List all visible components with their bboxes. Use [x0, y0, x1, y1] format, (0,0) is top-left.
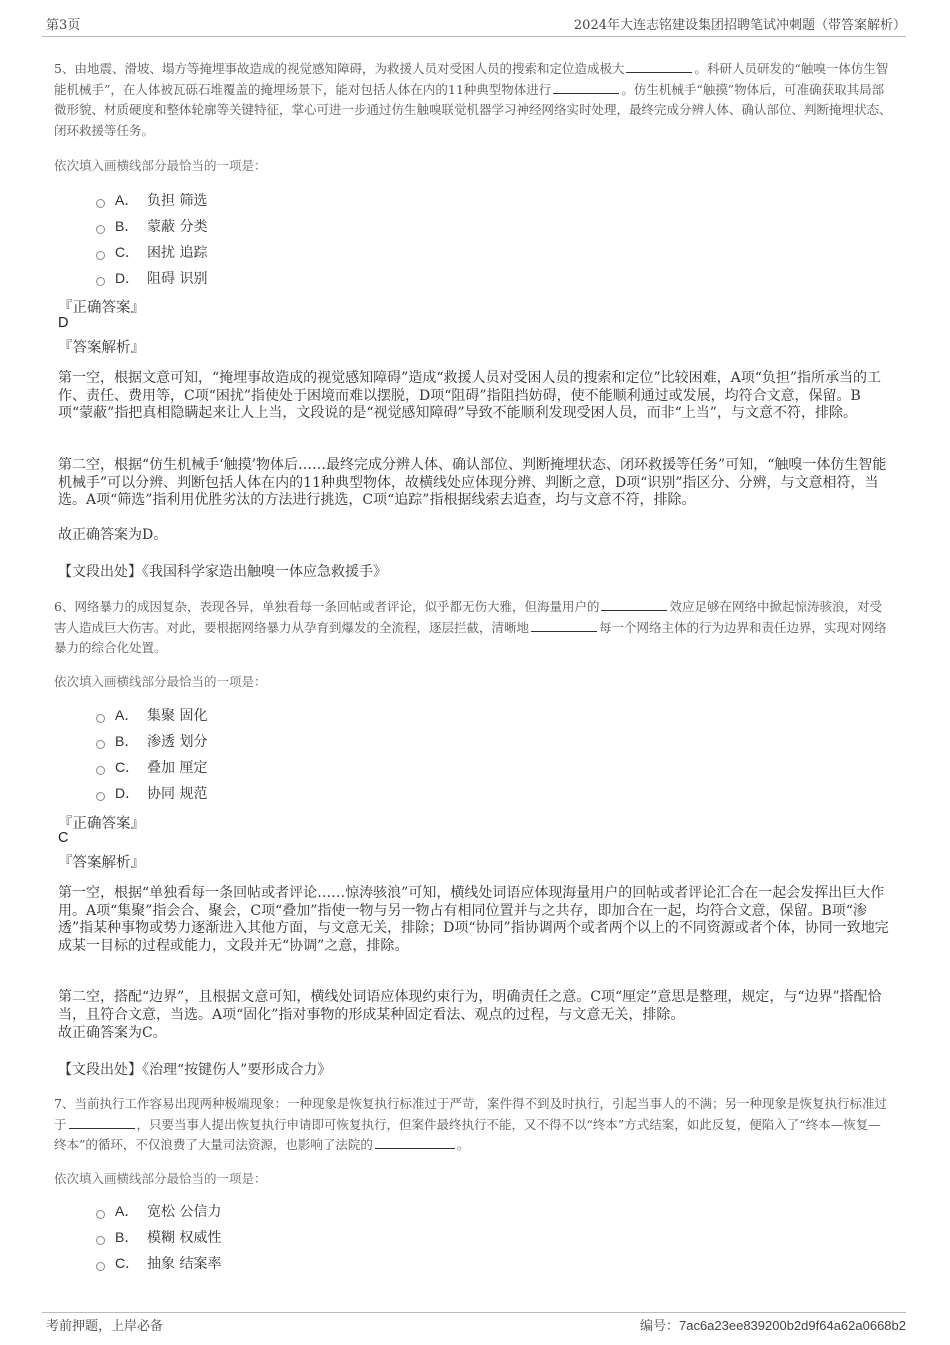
- option-d[interactable]: D． 协同 规范: [96, 780, 207, 806]
- option-c[interactable]: C． 困扰 追踪: [96, 239, 207, 265]
- option-c[interactable]: C． 叠加 厘定: [96, 754, 207, 780]
- question-6-options: [96, 702, 207, 806]
- analysis-conclusion: 故正确答案为D。: [58, 527, 168, 543]
- correct-answer: C: [58, 830, 69, 846]
- radio-icon[interactable]: [96, 277, 105, 286]
- option-a[interactable]: A． 集聚 固化: [96, 702, 207, 728]
- option-b[interactable]: B． 模糊 权威性: [96, 1224, 221, 1250]
- blank: [601, 598, 667, 611]
- option-c[interactable]: C． 抽象 结案率: [96, 1250, 221, 1276]
- option-b[interactable]: B． 蒙蔽 分类: [96, 213, 207, 239]
- radio-icon[interactable]: [96, 225, 105, 234]
- radio-icon[interactable]: [96, 1236, 105, 1245]
- analysis-conclusion: 故正确答案为C。: [58, 1025, 167, 1041]
- footer-slogan: 考前押题，上岸必备: [46, 1319, 164, 1334]
- analysis-paragraph: 第二空，搭配“边界”，且根据文意可知，横线处词语应体现约束行为，明确责任之意。C项“厘定”意思是整理，规定，与“边界”搭配恰当，且符合文意，当选。A项“固化”指对事物的形成某种固定看法、观点的过程，与文意无关，排除。: [58, 989, 882, 1023]
- document-title: 2024年大连志铭建设集团招聘笔试冲刺题（带答案解析）: [573, 18, 906, 33]
- blank: [531, 619, 597, 632]
- option-d[interactable]: D． 阻碍 识别: [96, 265, 207, 291]
- analysis-paragraph: 第一空，根据“单独看每一条回帖或者评论……惊涛骇浪”可知，横线处词语应体现海量用户的回帖或者评论汇合在一起会发挥出巨大作用。A项“集聚”指会合、聚会，C项“叠加”指使一物与另一物占有相同位置并与之共存，即加合在一起，均符合文意，保留。B项“渗透”指某种事物或势力逐渐进入其他方面，与文意无关，排除；D项“协同”指协调两个或者两个以上的不同资源或者个体，协同一致地完成某一目标的过程或能力，文段并无“协调”之意，排除。: [58, 885, 889, 954]
- radio-icon[interactable]: [96, 1210, 105, 1219]
- option-a[interactable]: A． 宽松 公信力: [96, 1198, 221, 1224]
- answer-label: 『正确答案』: [58, 816, 145, 832]
- radio-icon[interactable]: [96, 792, 105, 801]
- question-7-options: [96, 1198, 221, 1276]
- answer-label: 『正确答案』: [58, 300, 145, 316]
- page-number: 第3页: [46, 18, 81, 33]
- source-citation: 【文段出处】《治理“按键伤人”要形成合力》: [58, 1062, 332, 1078]
- analysis-label: 『答案解析』: [58, 340, 145, 356]
- radio-icon[interactable]: [96, 740, 105, 749]
- question-instruction: 依次填入画横线部分最恰当的一项是：: [54, 1171, 267, 1186]
- radio-icon[interactable]: [96, 1262, 105, 1271]
- blank: [375, 1136, 455, 1149]
- question-5-stem: 5、由地震、滑坡、塌方等掩埋事故造成的视觉感知障碍，为救援人员对受困人员的搜索和定位造成极大 。科研人员研发的“触嗅一体仿生智能机械手”，在人体被瓦砾石堆覆盖的掩埋场景下，能对包括人体在内的11种典型物体进行 。仿生机械手“触摸”物体后，可准确获取其局部微形貌、材质硬度和整体轮廓等关键特征，掌心可进一步通过仿生触嗅联觉机器学习神经网络实时处理，最终完成分辨人体、确认部位、判断掩埋状态、闭环救援等任务。: [54, 61, 892, 138]
- page-header: [42, 0, 906, 37]
- radio-icon[interactable]: [96, 714, 105, 723]
- page-footer: [42, 1312, 906, 1345]
- analysis-paragraph: 第二空，根据“仿生机械手‘触摸’物体后……最终完成分辨人体、确认部位、判断掩埋状态、闭环救援等任务”可知，“触嗅一体仿生智能机械手”可以分辨、判断包括人体在内的11种典型物体，故横线处应体现分辨、判断之意，D项“识别”指区分、分辨，与文意相符，当选。A项“筛选”指利用优胜劣汰的方法进行挑选，C项“追踪”指根据线索去追查，均与文意不符，排除。: [58, 457, 887, 508]
- question-7-stem: 7、当前执行工作容易出现两种极端现象：一种现象是恢复执行标准过于严苛，案件得不到及时执行，引起当事人的不满；另一种现象是恢复执行标准过于 ，只要当事人提出恢复执行申请即可恢复执行，但案件最终执行不能，又不得不以“终本”方式结案，如此反复，便陷入了“终本—恢复—终本”的循环，不仅浪费了大量司法资源，也影响了法院的 。: [54, 1096, 887, 1152]
- correct-answer: D: [58, 315, 69, 331]
- radio-icon[interactable]: [96, 766, 105, 775]
- option-b[interactable]: B． 渗透 划分: [96, 728, 207, 754]
- analysis-paragraph: 第一空，根据文意可知，“掩埋事故造成的视觉感知障碍”造成“救援人员对受困人员的搜索和定位”比较困难，A项“负担”指所承当的工作、责任、费用等，C项“困扰”指使处于困境而难以摆脱，D项“阻碍”指阻挡妨碍，使不能顺利通过或发展，均符合文意，保留。B项“蒙蔽”指把真相隐瞒起来让人上当，文段说的是“视觉感知障碍”导致不能顺利发现受困人员，而非“上当”，与文意不符，排除。: [58, 370, 882, 421]
- option-a[interactable]: A． 负担 筛选: [96, 187, 207, 213]
- question-5-options: [96, 187, 207, 291]
- analysis-label: 『答案解析』: [58, 855, 145, 871]
- document-code: 编号：7ac6a23ee839200b2d9f64a62a0668b2: [639, 1318, 906, 1334]
- blank: [626, 60, 692, 73]
- question-instruction: 依次填入画横线部分最恰当的一项是：: [54, 158, 267, 173]
- blank: [553, 81, 619, 94]
- question-6-stem: 6、网络暴力的成因复杂，表现各异，单独看每一条回帖或者评论，似乎都无伤大雅，但海量用户的 效应足够在网络中掀起惊涛骇浪，对受害人造成巨大伤害。对此，要根据网络暴力从孕育到爆发的全流程，逐层拦截，清晰地 每一个网络主体的行为边界和责任边界，实现对网络暴力的综合化处置。: [54, 599, 887, 655]
- question-instruction: 依次填入画横线部分最恰当的一项是：: [54, 674, 267, 689]
- radio-icon[interactable]: [96, 251, 105, 260]
- blank: [69, 1116, 135, 1129]
- radio-icon[interactable]: [96, 199, 105, 208]
- source-citation: 【文段出处】《我国科学家造出触嗅一体应急救援手》: [58, 564, 387, 580]
